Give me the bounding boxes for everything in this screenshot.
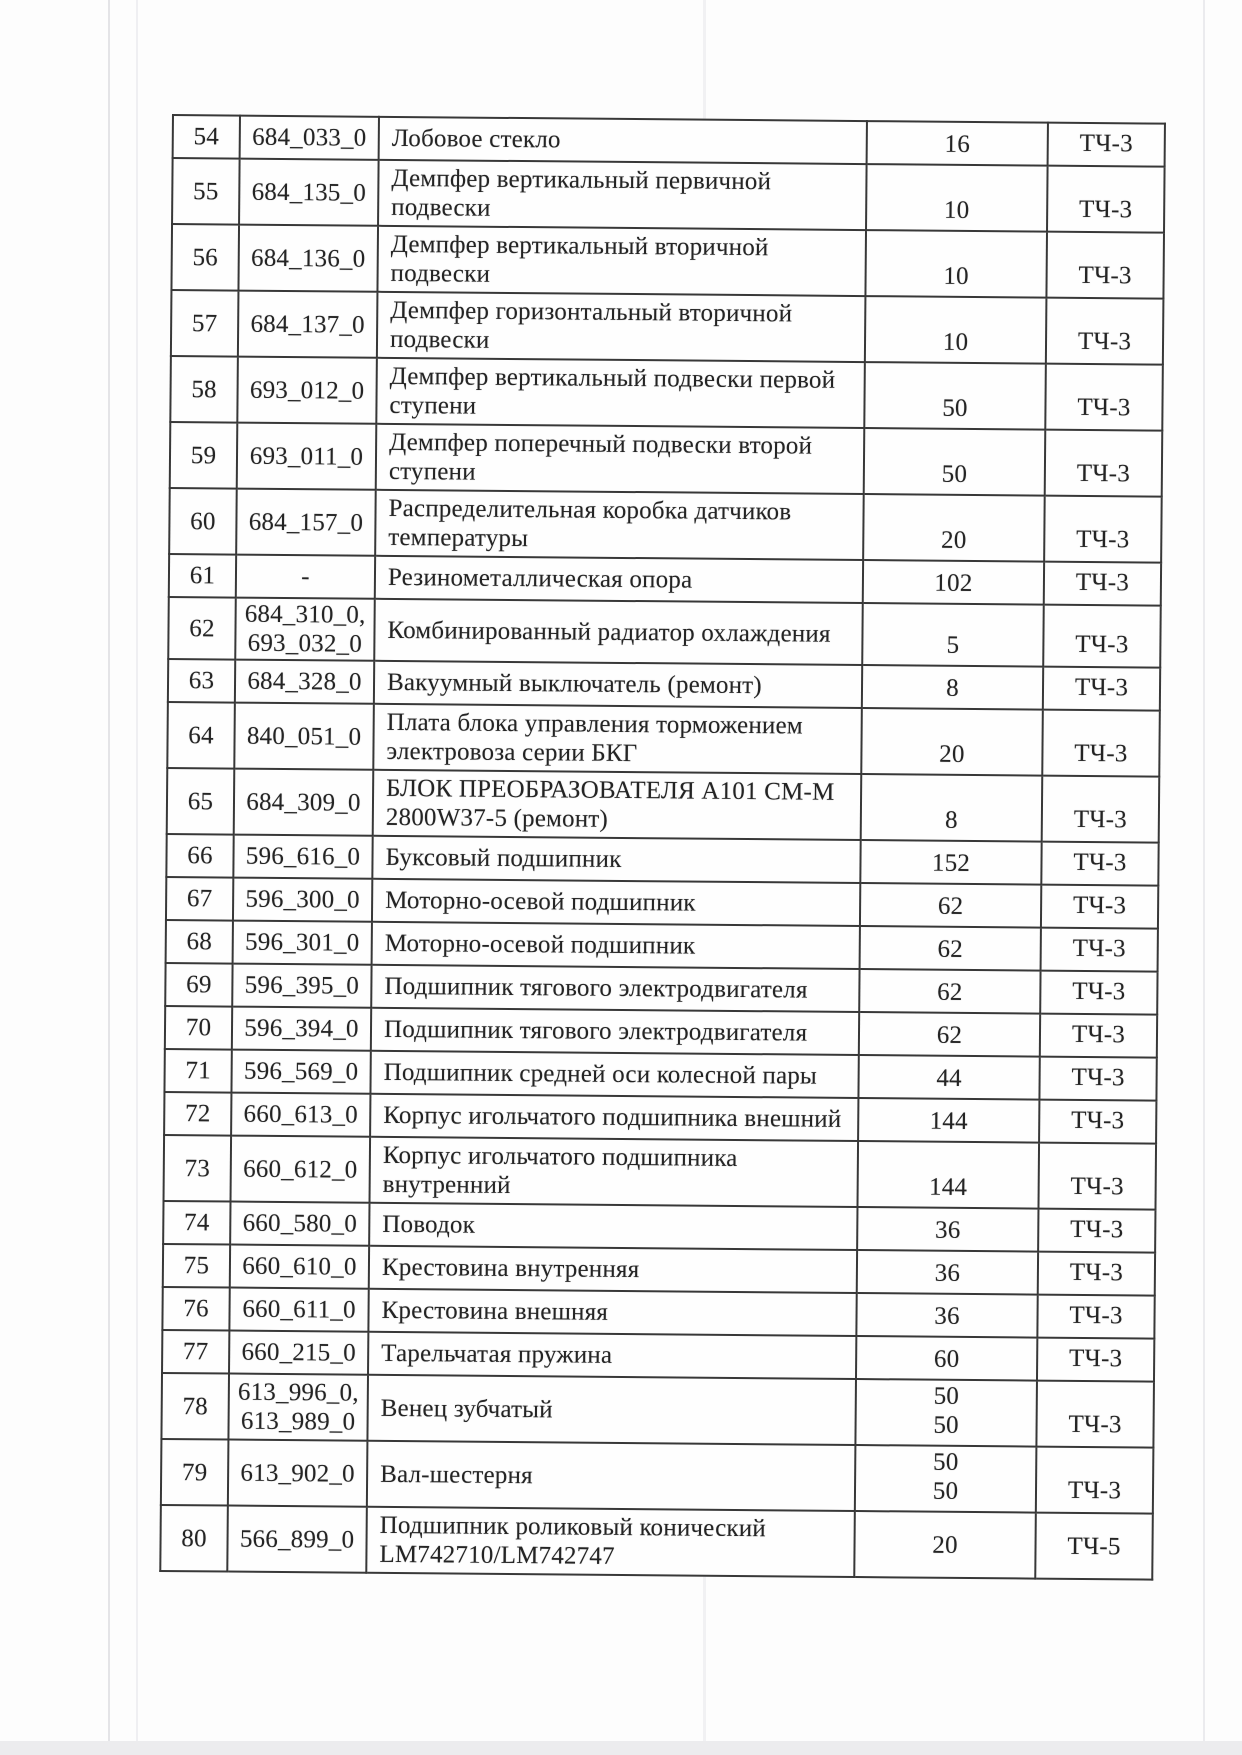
description-cell: Демпфер вертикальный вторичной подвески — [377, 226, 866, 296]
depot-cell: ТЧ-3 — [1045, 430, 1163, 497]
part-code-cell: 596_569_0 — [231, 1050, 370, 1094]
description-cell: Плата блока управления торможением электровоза серии БКГ — [373, 704, 862, 774]
quantity-cell: 10 — [865, 230, 1047, 298]
depot-cell: ТЧ-3 — [1044, 496, 1162, 563]
part-code-cell: 596_616_0 — [233, 835, 372, 879]
quantity-cell: 20 — [861, 708, 1043, 776]
row-number-cell: 75 — [163, 1244, 230, 1288]
row-number-cell: 56 — [171, 224, 239, 291]
description-cell: Подшипник тягового электродвигателя — [371, 965, 859, 1012]
quantity-cell: 8 — [862, 665, 1043, 710]
quantity-cell: 144 — [857, 1141, 1039, 1209]
scan-artifact-right-line — [1203, 0, 1205, 1755]
description-cell: Подшипник роликовый конический LM742710/LM742747 — [366, 1507, 855, 1577]
quantity-cell: 10 — [865, 296, 1047, 364]
part-code-cell: 693_012_0 — [237, 357, 377, 424]
part-code-cell: 684_157_0 — [236, 489, 376, 556]
quantity-cell: 50 50 — [855, 1379, 1037, 1447]
row-number-cell: 71 — [164, 1049, 231, 1093]
part-code-cell: 613_902_0 — [228, 1440, 368, 1507]
description-cell: Поводок — [369, 1203, 857, 1250]
depot-cell: ТЧ-3 — [1043, 667, 1160, 711]
row-number-cell: 73 — [164, 1135, 232, 1202]
table-row — [164, 1135, 1157, 1210]
depot-cell: ТЧ-3 — [1045, 364, 1163, 431]
depot-cell: ТЧ-3 — [1047, 166, 1165, 233]
description-cell: Корпус игольчатого подшипника внутренний — [370, 1137, 859, 1207]
depot-cell: ТЧ-3 — [1038, 1252, 1155, 1296]
row-number-cell: 80 — [160, 1505, 228, 1572]
row-number-cell: 64 — [167, 702, 235, 769]
depot-cell: ТЧ-3 — [1040, 1014, 1157, 1058]
description-cell: Распределительная коробка датчиков температуры — [375, 490, 864, 560]
scan-artifact-left-line-1 — [108, 0, 110, 1755]
description-cell: Демпфер горизонтальный вторичной подвески — [377, 292, 866, 362]
row-number-cell: 61 — [169, 554, 236, 598]
part-code-cell: 566_899_0 — [227, 1506, 367, 1573]
table-row — [171, 290, 1164, 365]
quantity-cell: 60 — [856, 1336, 1037, 1381]
row-number-cell: 65 — [167, 768, 235, 835]
description-cell: Буксовый подшипник — [372, 836, 860, 883]
part-code-cell: 660_610_0 — [230, 1245, 369, 1289]
quantity-cell: 62 — [859, 969, 1040, 1014]
depot-cell: ТЧ-3 — [1041, 885, 1158, 929]
description-cell: Подшипник средней оси колесной пары — [370, 1051, 858, 1098]
depot-cell: ТЧ-3 — [1040, 971, 1157, 1015]
row-number-cell: 74 — [163, 1201, 230, 1245]
depot-cell: ТЧ-3 — [1038, 1209, 1155, 1253]
row-number-cell: 58 — [170, 356, 238, 423]
part-code-cell: 613_996_0, 613_989_0 — [228, 1374, 368, 1441]
table-row — [168, 597, 1161, 668]
row-number-cell: 62 — [168, 597, 236, 660]
part-code-cell: 684_033_0 — [240, 116, 379, 160]
description-cell: Венец зубчатый — [367, 1375, 856, 1445]
depot-cell: ТЧ-3 — [1043, 605, 1161, 668]
quantity-cell: 36 — [857, 1207, 1038, 1252]
quantity-cell: 50 — [864, 362, 1046, 430]
table-row — [171, 224, 1164, 299]
description-cell: Вакуумный выключатель (ремонт) — [374, 661, 862, 708]
depot-cell: ТЧ-3 — [1046, 232, 1164, 299]
row-number-cell: 68 — [166, 920, 233, 964]
description-cell: Комбинированный радиатор охлаждения — [374, 599, 863, 665]
quantity-cell: 144 — [858, 1098, 1039, 1143]
description-cell: Корпус игольчатого подшипника внешний — [370, 1094, 858, 1141]
quantity-cell: 8 — [861, 774, 1043, 842]
quantity-cell: 62 — [860, 883, 1041, 928]
quantity-cell: 36 — [856, 1293, 1037, 1338]
scan-artifact-left-line-2 — [136, 0, 138, 1755]
depot-cell: ТЧ-3 — [1044, 562, 1161, 606]
part-code-cell: 684_328_0 — [235, 660, 374, 704]
part-code-cell: 684_309_0 — [234, 769, 374, 836]
depot-cell: ТЧ-5 — [1035, 1513, 1153, 1580]
part-code-cell: 596_301_0 — [233, 921, 372, 965]
table-row — [167, 768, 1160, 843]
row-number-cell: 78 — [161, 1373, 229, 1440]
part-code-cell: 684_135_0 — [239, 159, 379, 226]
row-number-cell: 76 — [162, 1287, 229, 1331]
table-row — [167, 702, 1160, 777]
depot-cell: ТЧ-3 — [1048, 123, 1165, 167]
description-cell: Моторно-осевой подшипник — [372, 922, 860, 969]
quantity-cell: 44 — [858, 1055, 1039, 1100]
description-cell: Моторно-осевой подшипник — [372, 879, 860, 926]
quantity-cell: 20 — [854, 1511, 1036, 1579]
description-cell: БЛОК ПРЕОБРАЗОВАТЕЛЯ А101 СМ-М 2800W37-5 (ремонт) — [373, 770, 862, 840]
part-code-cell: 684_136_0 — [238, 225, 378, 292]
table-row — [161, 1373, 1154, 1448]
part-code-cell: 660_215_0 — [229, 1331, 368, 1375]
table-row — [170, 356, 1163, 431]
part-code-cell: - — [236, 555, 375, 599]
depot-cell: ТЧ-3 — [1038, 1143, 1156, 1210]
parts-table — [159, 114, 1166, 1581]
table-row — [160, 1505, 1153, 1580]
depot-cell: ТЧ-3 — [1042, 776, 1160, 843]
description-cell: Тарельчатая пружина — [368, 1332, 856, 1379]
quantity-cell: 102 — [863, 560, 1044, 605]
quantity-cell: 10 — [866, 164, 1048, 232]
quantity-cell: 16 — [867, 121, 1048, 166]
quantity-cell: 20 — [863, 494, 1045, 562]
part-code-cell: 693_011_0 — [237, 423, 377, 490]
depot-cell: ТЧ-3 — [1036, 1447, 1154, 1514]
quantity-cell: 50 50 — [855, 1445, 1037, 1513]
table-row — [161, 1439, 1154, 1514]
depot-cell: ТЧ-3 — [1039, 1057, 1156, 1101]
table-row — [170, 422, 1163, 497]
row-number-cell: 79 — [161, 1439, 229, 1506]
row-number-cell: 60 — [169, 488, 237, 555]
depot-cell: ТЧ-3 — [1041, 928, 1158, 972]
description-cell: Вал-шестерня — [367, 1441, 856, 1511]
row-number-cell: 59 — [170, 422, 238, 489]
depot-cell: ТЧ-3 — [1046, 298, 1164, 365]
row-number-cell: 55 — [172, 158, 240, 225]
row-number-cell: 70 — [165, 1006, 232, 1050]
depot-cell: ТЧ-3 — [1037, 1295, 1154, 1339]
description-cell: Резинометаллическая опора — [375, 556, 863, 603]
quantity-cell: 62 — [859, 1012, 1040, 1057]
table-row — [169, 488, 1162, 563]
part-code-cell: 660_580_0 — [230, 1202, 369, 1246]
part-code-cell: 596_394_0 — [232, 1007, 371, 1051]
part-code-cell: 596_300_0 — [233, 878, 372, 922]
description-cell: Демпфер вертикальный первичной подвески — [378, 160, 867, 230]
depot-cell: ТЧ-3 — [1041, 842, 1158, 886]
description-cell: Подшипник тягового электродвигателя — [371, 1008, 859, 1055]
depot-cell: ТЧ-3 — [1042, 710, 1160, 777]
quantity-cell: 62 — [860, 926, 1041, 971]
description-cell: Крестовина внутренняя — [369, 1246, 857, 1293]
quantity-cell: 152 — [860, 840, 1041, 885]
part-code-cell: 660_612_0 — [231, 1136, 371, 1203]
depot-cell: ТЧ-3 — [1036, 1381, 1154, 1448]
part-code-cell: 840_051_0 — [234, 703, 374, 770]
part-code-cell: 596_395_0 — [232, 964, 371, 1008]
parts-table-wrapper — [159, 114, 1164, 1581]
description-cell: Крестовина внешняя — [368, 1289, 856, 1336]
row-number-cell: 69 — [165, 963, 232, 1007]
row-number-cell: 57 — [171, 290, 239, 357]
part-code-cell: 660_611_0 — [229, 1288, 368, 1332]
part-code-cell: 684_137_0 — [238, 291, 378, 358]
row-number-cell: 66 — [166, 834, 233, 878]
description-cell: Демпфер поперечный подвески второй ступени — [376, 424, 865, 494]
table-row — [172, 158, 1165, 233]
part-code-cell: 684_310_0, 693_032_0 — [235, 598, 375, 661]
description-cell: Лобовое стекло — [379, 117, 867, 164]
description-cell: Демпфер вертикальный подвески первой ступени — [376, 358, 865, 428]
depot-cell: ТЧ-3 — [1037, 1338, 1154, 1382]
depot-cell: ТЧ-3 — [1039, 1100, 1156, 1144]
part-code-cell: 660_613_0 — [231, 1093, 370, 1137]
row-number-cell: 67 — [166, 877, 233, 921]
row-number-cell: 54 — [173, 115, 240, 159]
quantity-cell: 36 — [857, 1250, 1038, 1295]
scan-artifact-bottom-edge — [0, 1741, 1242, 1755]
row-number-cell: 63 — [168, 659, 235, 703]
row-number-cell: 77 — [162, 1330, 229, 1374]
quantity-cell: 5 — [862, 603, 1044, 667]
row-number-cell: 72 — [164, 1092, 231, 1136]
quantity-cell: 50 — [864, 428, 1046, 496]
